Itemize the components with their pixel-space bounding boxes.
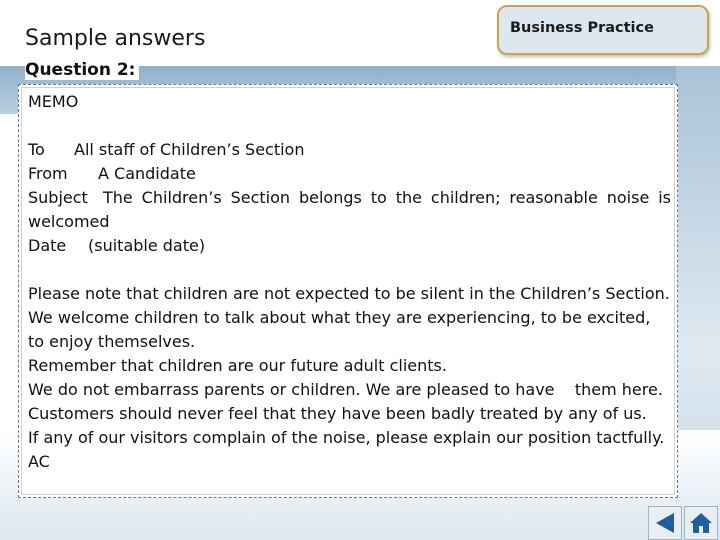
memo-subject-line <box>28 186 671 210</box>
memo-body-line: Please note that children are not expected to be silent in the Children’s Section. <box>28 284 670 303</box>
from-value: A Candidate <box>98 164 196 183</box>
memo-to-line <box>28 138 671 162</box>
back-arrow-icon <box>652 510 678 536</box>
slide-title: Sample answers <box>25 26 206 51</box>
date-value: (suitable date) <box>88 236 206 255</box>
memo-box <box>18 84 678 498</box>
memo-body-line: Customers should never feel that they have been badly treated by any of us. <box>28 404 647 423</box>
home-button[interactable] <box>684 506 718 540</box>
home-icon <box>688 510 714 536</box>
badge-label: Business Practice <box>510 20 654 36</box>
memo-heading: MEMO <box>28 92 79 111</box>
memo-body-line: We welcome children to talk about what they are experiencing, to be excited, <box>28 308 651 327</box>
subject-value: The Children’s Section belongs to the children; reasonable noise is <box>103 188 671 207</box>
to-value: All staff of Children’s Section <box>74 140 305 159</box>
memo-date-line <box>28 234 671 258</box>
memo-signoff: AC <box>28 452 50 471</box>
memo-from-line <box>28 162 671 186</box>
memo-subject-continuation: welcomed <box>28 212 110 231</box>
subject-label: Subject <box>28 188 88 207</box>
memo-body-line: Remember that children are our future adult clients. <box>28 356 447 375</box>
back-button[interactable] <box>648 506 682 540</box>
to-label: To <box>28 140 45 159</box>
memo-body-line: We do not embarrass parents or children. We are pleased to have them here. <box>28 380 663 399</box>
memo-body-line: If any of our visitors complain of the noise, please explain our position tactfully. <box>28 428 665 447</box>
memo-body-line: to enjoy themselves. <box>28 332 196 351</box>
date-label: Date <box>28 236 67 255</box>
business-practice-badge <box>497 5 709 55</box>
question-subtitle: Question 2: <box>25 60 139 80</box>
from-label: From <box>28 164 68 183</box>
